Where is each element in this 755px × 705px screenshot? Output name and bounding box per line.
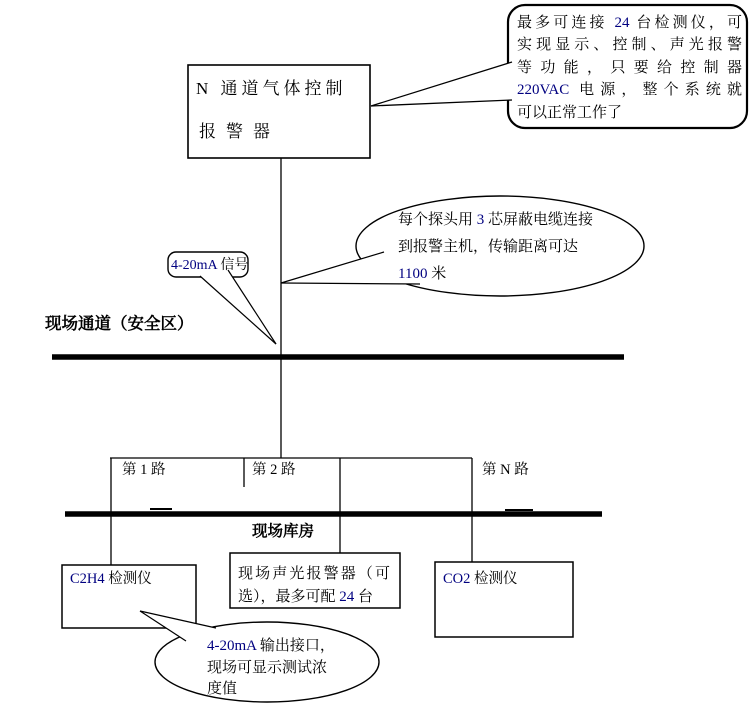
co2-suffix: 检测仪 — [470, 571, 518, 587]
alarm-line1: 现场声光报警器（可 — [238, 566, 390, 582]
output-callout-text — [207, 636, 335, 701]
branch-label-2: 第 2 路 — [252, 462, 296, 478]
accent-value: C2H4 — [70, 571, 105, 587]
branch-label-1: 第 1 路 — [122, 462, 166, 478]
branch-label-n: 第 N 路 — [482, 462, 529, 478]
signal-suffix: 信号 — [216, 258, 249, 273]
c2h4-detector-label — [70, 570, 152, 588]
output-line1 — [207, 636, 335, 658]
accent-value: 3 — [476, 212, 485, 228]
cable-line3-post: 米 — [427, 266, 447, 282]
signal-callout-tail-fill — [200, 270, 276, 344]
output-line2: 现场可显示测试浓 — [207, 659, 328, 676]
capacity-line1-pre: 最多可连接 — [517, 15, 615, 31]
accent-value: 24 — [339, 588, 355, 605]
cable-callout-text — [398, 207, 593, 288]
co2-detector-label — [443, 570, 518, 588]
controller-box-title-line1: N 通道气体控制 — [196, 79, 347, 98]
c2h4-suffix: 检测仪 — [104, 571, 152, 587]
alarm-line2-pre: 选），最多可配 — [238, 588, 340, 605]
capacity-line1-post: 台检测仪，可 — [629, 15, 742, 31]
accent-value: 220VAC — [517, 82, 570, 99]
cable-line2: 到报警主机，传输距离可达 — [398, 239, 579, 255]
accent-value: 4-20mA — [171, 258, 217, 273]
cable-line1-pre: 每个探头用 — [398, 212, 477, 228]
capacity-line1 — [517, 12, 742, 34]
alarm-line2-post: 台 — [354, 588, 374, 605]
output-line3: 度值 — [207, 681, 238, 697]
safe-zone-label: 现场通道（安全区） — [45, 314, 194, 333]
alarm-box-text — [238, 563, 390, 608]
accent-value: CO2 — [443, 571, 471, 587]
capacity-line4 — [517, 79, 742, 101]
output-line1-post: 输出接口， — [256, 638, 335, 654]
cable-line1 — [398, 207, 593, 234]
accent-value: 4-20mA — [207, 638, 257, 654]
signal-callout-text — [171, 257, 248, 275]
capacity-line3: 等功能，只要给控制器 — [517, 59, 742, 76]
alarm-line2 — [238, 586, 390, 609]
cable-line1-post: 芯屏蔽电缆连接 — [484, 212, 594, 228]
warehouse-label: 现场库房 — [252, 523, 315, 540]
capacity-line2: 实现显示、控制、声光报警 — [517, 37, 742, 54]
controller-box-title-line2: 报警器 — [199, 122, 280, 141]
capacity-line4-post: 电源，整个系统就 — [569, 82, 742, 99]
capacity-callout-text — [517, 12, 742, 124]
cable-line3 — [398, 261, 593, 288]
accent-value: 24 — [614, 15, 630, 31]
accent-value: 1100 — [398, 266, 428, 282]
capacity-line5: 可以正常工作了 — [517, 104, 623, 121]
